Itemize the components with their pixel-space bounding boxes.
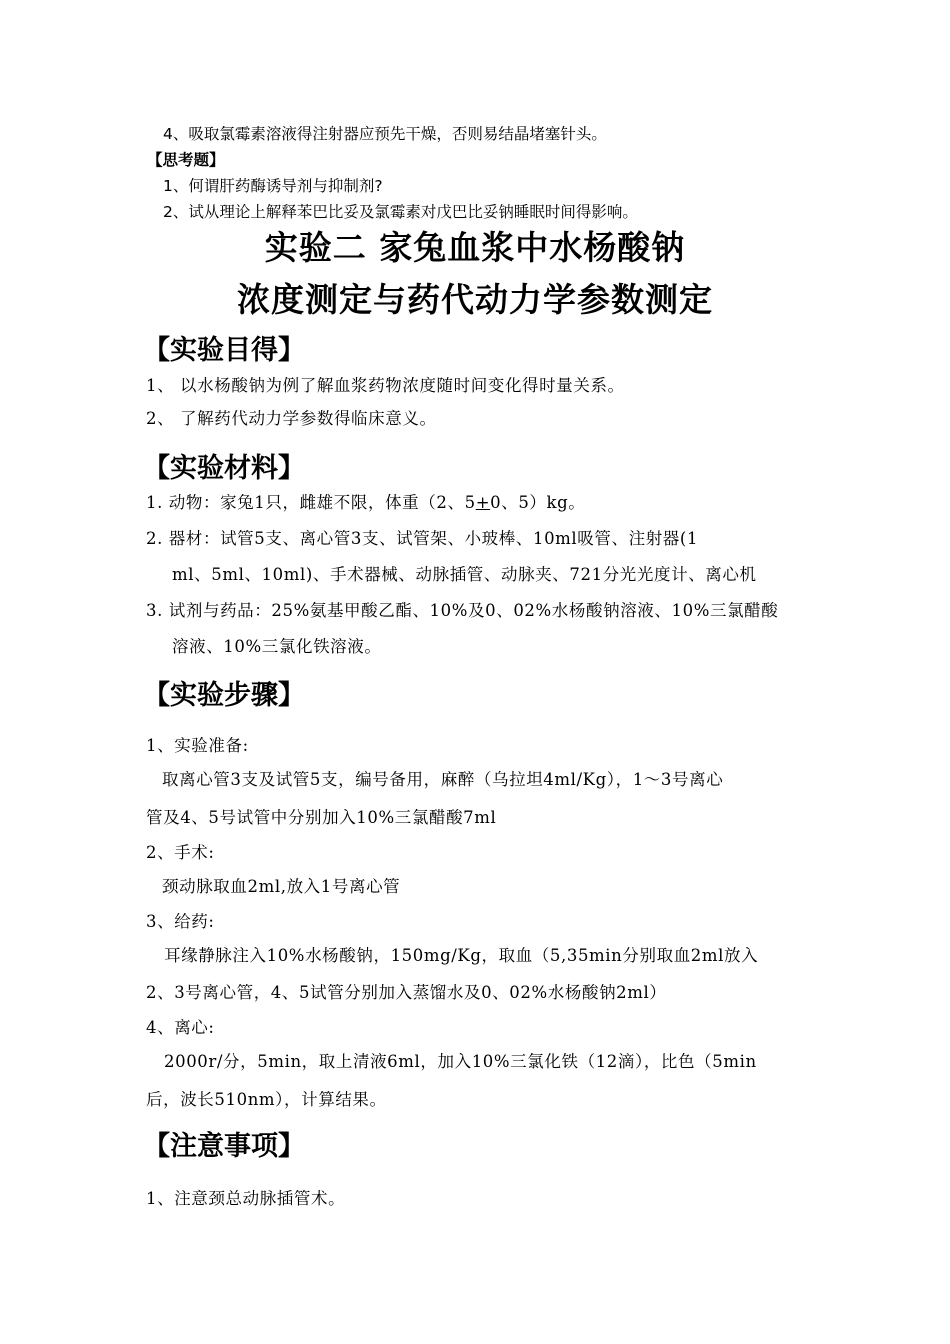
- think-question-2: 2、试从理论上解释苯巴比妥及氯霉素对戊巴比妥钠睡眠时间得影响。: [163, 203, 638, 221]
- step-2-text-line-1: 颈动脉取血2ml,放入1号离心管: [162, 877, 401, 896]
- step-3-title: 3、给药:: [146, 912, 215, 931]
- materials-animal: [146, 495, 585, 512]
- step-1-text-line-2: 管及4、5号试管中分别加入10%三氯醋酸7ml: [146, 808, 497, 827]
- materials-reagents-line-2: 溶液、10%三氯化铁溶液。: [172, 637, 382, 656]
- step-1-text-line-1: 取离心管3支及试管5支，编号备用，麻醉（乌拉坦4ml/Kg），1～3号离心: [162, 770, 724, 789]
- step-2-title: 2、手术:: [146, 843, 215, 862]
- prev-note-item-4: 4、吸取氯霉素溶液得注射器应预先干燥，否则易结晶堵塞针头。: [163, 125, 607, 143]
- step-4-title: 4、离心:: [146, 1018, 215, 1037]
- materials-equipment-line-2: ml、5ml、10ml)、手术器械、动脉插管、动脉夹、721分光光度计、离心机: [172, 565, 757, 584]
- materials-equipment-line-1: 2. 器材：试管5支、离心管3支、试管架、小玻棒、10ml吸管、注射器(1: [146, 529, 699, 548]
- step-3-text-line-1: 耳缘静脉注入10%水杨酸钠，150mg/Kg，取血（5,35min分别取血2ml放入: [164, 946, 759, 965]
- think-questions-heading: 【思考题】: [147, 151, 225, 169]
- experiment-title-line-2: 浓度测定与药代动力学参数测定: [237, 280, 713, 319]
- step-4-text-line-1: 2000r/分，5min，取上清液6ml，加入10%三氯化铁（12滴），比色（5min: [164, 1052, 757, 1071]
- purpose-item-1: 1、 以水杨酸钠为例了解血浆药物浓度随时间变化得时量关系。: [146, 376, 625, 395]
- section-heading-steps: 【实验步骤】: [143, 680, 305, 711]
- experiment-title-line-1: 实验二 家兔血浆中水杨酸钠: [264, 228, 686, 267]
- step-4-text-line-2: 后，波长510nm），计算结果。: [146, 1090, 387, 1109]
- materials-animal-post: 0、5）kg。: [490, 493, 586, 512]
- section-heading-materials: 【实验材料】: [143, 453, 305, 484]
- materials-reagents-line-1: 3. 试剂与药品：25%氨基甲酸乙酯、10%及0、02%水杨酸钠溶液、10%三氯醋酸: [146, 601, 779, 620]
- materials-animal-pre: 1. 动物：家兔1只，雌雄不限，体重（2、5: [146, 493, 476, 512]
- think-question-1: 1、何谓肝药酶诱导剂与抑制剂?: [163, 177, 383, 195]
- step-1-title: 1、实验准备:: [146, 736, 249, 755]
- step-3-text-line-2: 2、3号离心管，4、5试管分别加入蒸馏水及0、02%水杨酸钠2ml）: [146, 983, 667, 1002]
- notes-item-1: 1、注意颈总动脉插管术。: [146, 1189, 346, 1208]
- section-heading-purpose: 【实验目得】: [143, 335, 305, 366]
- purpose-item-2: 2、 了解药代动力学参数得临床意义。: [146, 409, 437, 428]
- section-heading-notes: 【注意事项】: [143, 1131, 305, 1162]
- materials-animal-plusminus: +: [475, 493, 491, 512]
